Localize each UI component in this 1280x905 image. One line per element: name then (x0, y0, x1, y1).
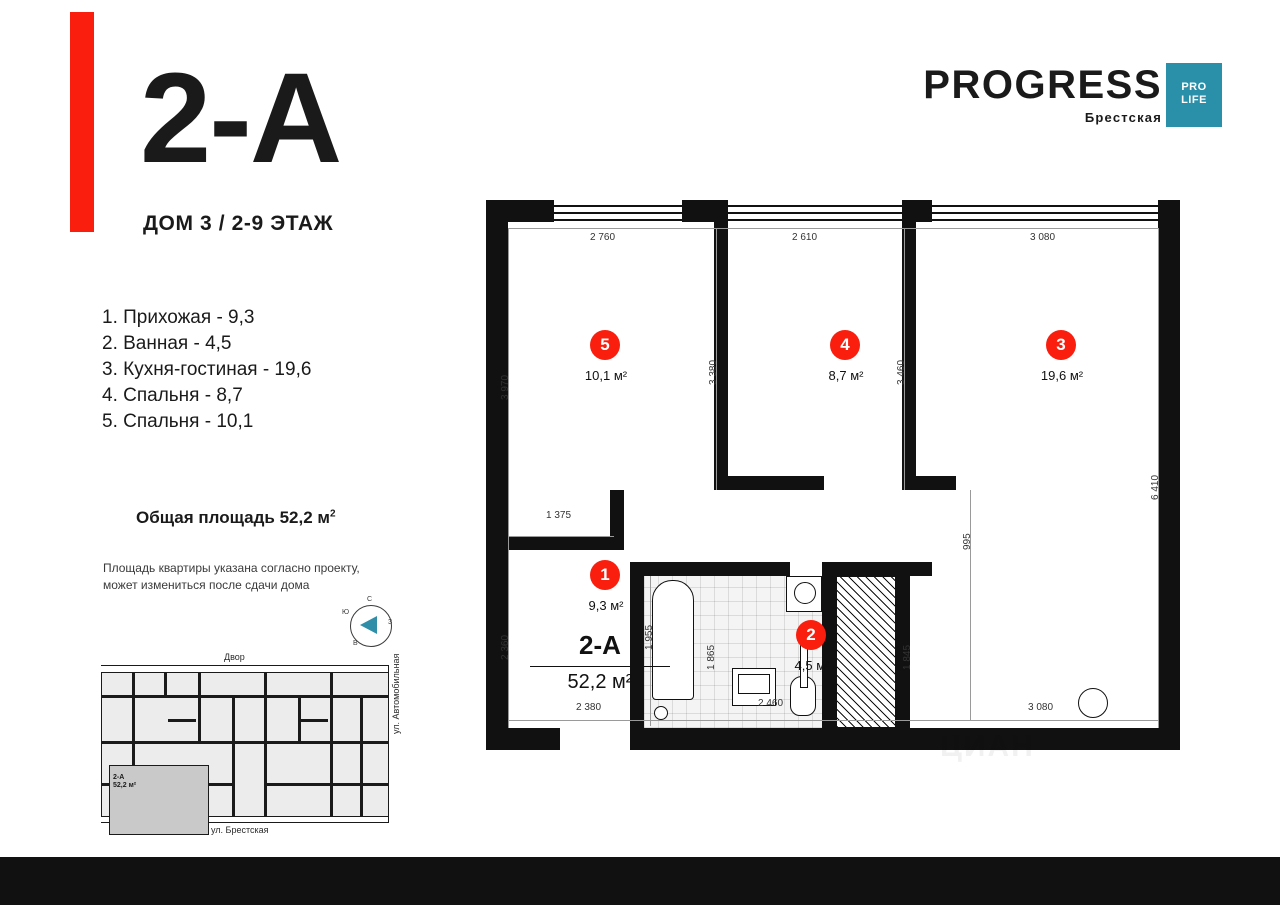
keyplan-divider-top (101, 665, 389, 666)
brand-name: PROGRESS (923, 63, 1162, 107)
keyplan-floor-outline (101, 672, 389, 817)
page-title: 2-А (140, 47, 341, 190)
disclaimer-line-1: Площадь квартиры указана согласно проекту, (103, 561, 360, 575)
room-marker-1[interactable]: 1 (590, 560, 620, 590)
compass-west-label: З (388, 619, 393, 626)
washer-door-icon (738, 674, 770, 694)
brand-badge-line-2: LIFE (1181, 94, 1207, 106)
keyplan-unit-label: 2-А (113, 774, 125, 781)
keyplan (101, 652, 401, 836)
room-marker-2[interactable]: 2 (796, 620, 826, 650)
total-area-label: Общая площадь 52,2 м (136, 508, 330, 527)
compass-south-label: Ю (342, 609, 350, 616)
room-marker-4[interactable]: 4 (830, 330, 860, 360)
compass-north-label: С (367, 596, 373, 603)
legend-item: 2. Ванная - 4,5 (102, 333, 232, 354)
rooms-legend (102, 305, 311, 435)
disclaimer-note (103, 560, 403, 594)
room-area-5: 10,1 м² (584, 368, 628, 383)
room-marker-3[interactable]: 3 (1046, 330, 1076, 360)
window (714, 205, 902, 221)
keyplan-unit-area: 52,2 м² (113, 782, 137, 789)
legend-item: 3. Кухня-гостиная - 19,6 (102, 359, 312, 380)
accent-bar (70, 12, 94, 232)
brand-subtitle: Брестская (1084, 110, 1162, 125)
room-area-1: 9,3 м² (588, 598, 624, 613)
legend-item: 5. Спальня - 10,1 (102, 411, 254, 432)
dimension-top-right: 3 080 (1030, 232, 1056, 243)
sink-basin-icon (794, 582, 816, 604)
dimension-top-left: 2 760 (590, 232, 616, 243)
floor-drain-icon (654, 706, 668, 720)
dimension-hall-bottom: 2 380 (576, 702, 602, 713)
page-subtitle: ДОМ 3 / 2-9 ЭТАЖ (143, 212, 334, 235)
dimension-mid-vert-1: 3 380 (708, 359, 719, 385)
floor-plan (470, 180, 1200, 780)
window (932, 205, 1162, 221)
dimension-mid-vert-2: 3 460 (896, 359, 907, 385)
window (554, 205, 682, 221)
brand-badge (1166, 63, 1222, 127)
compass-icon (341, 596, 399, 654)
plan-unit-title: 2-А (579, 630, 621, 660)
legend-item: 1. Прихожая - 9,3 (102, 307, 255, 328)
dimension-right-small: 995 (962, 533, 973, 550)
room-area-2: 4,5 м² (794, 658, 830, 673)
dimension-left-upper: 3 970 (500, 374, 511, 400)
footer-bar (0, 857, 1280, 905)
shaft-hatch (836, 576, 896, 728)
dimension-right-vert: 6 410 (1150, 474, 1161, 500)
keyplan-unit-text (113, 774, 136, 790)
dimension-hall-small: 1 375 (546, 510, 572, 521)
dimension-bottom-right: 3 080 (1028, 702, 1054, 713)
dimension-bath-bottom: 2 460 (758, 698, 784, 709)
keyplan-right-label: ул. Автомобильная (391, 653, 401, 734)
dimension-corridor-vert: 1 845 (902, 644, 913, 670)
disclaimer-line-2: может измениться после сдачи дома (103, 578, 310, 592)
compass-needle (360, 616, 377, 634)
dimension-hall-vert: 1 955 (644, 624, 655, 650)
brand-badge-line-1: PRO (1181, 81, 1207, 93)
legend-item: 4. Спальня - 8,7 (102, 385, 243, 406)
keyplan-top-label: Двор (224, 652, 245, 662)
watermark: ЦИАН (940, 730, 1035, 763)
plan-unit-area: 52,2 м² (530, 666, 670, 694)
dimension-top-mid: 2 610 (792, 232, 818, 243)
dimension-bath-vert: 1 865 (706, 644, 717, 670)
room-marker-5[interactable]: 5 (590, 330, 620, 360)
total-area-sup: 2 (329, 508, 336, 520)
dimension-left-lower: 2 360 (500, 634, 511, 660)
room-area-4: 8,7 м² (828, 368, 864, 383)
keyplan-bottom-label: ул. Брестская (211, 825, 269, 835)
total-area (136, 508, 336, 528)
room-area-3: 19,6 м² (1040, 368, 1084, 383)
compass-east-label: В (353, 640, 358, 647)
kitchen-sink-icon (1078, 688, 1108, 718)
